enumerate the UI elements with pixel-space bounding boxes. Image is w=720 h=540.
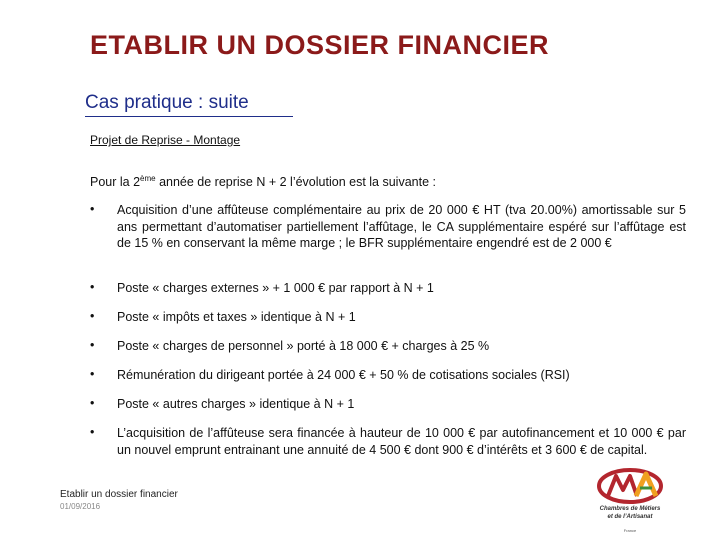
- bullet-text: Poste « charges externes » + 1 000 € par rapport à N + 1: [117, 281, 434, 295]
- logo-line-1: Chambres de Métiers: [599, 506, 661, 512]
- intro-sup: ème: [140, 174, 156, 183]
- cma-logo-mark: [594, 466, 666, 506]
- slide-title: ETABLIR UN DOSSIER FINANCIER: [90, 30, 550, 60]
- bullet-marker: •: [90, 367, 95, 381]
- footer-date: 01/09/2016: [60, 502, 101, 511]
- bullet-text: Rémunération du dirigeant portée à 24 000 € + 50 % de cotisations sociales (RSI): [117, 368, 570, 382]
- bullet-text: Poste « impôts et taxes » identique à N + 1: [117, 310, 356, 324]
- cma-logo: [594, 466, 666, 536]
- bullet-text: Acquisition d’une affûteuse complémentaire au prix de 20 000 € HT (tva 20.00%) amortissable sur 5 ans permettant d’automatiser partiellement l’affûtage, le CA supplémentaire espéré sur l’affûtage est de 15 % en conservant la même marge ; le BFR supplémentaire engendré est de 2 000 €: [117, 203, 686, 250]
- bullet-text: Poste « charges de personnel » porté à 18 000 € + charges à 25 %: [117, 339, 490, 353]
- bullet-marker: •: [90, 425, 95, 439]
- project-label: Projet de Reprise - Montage: [90, 133, 241, 147]
- bullet-marker: •: [90, 309, 95, 323]
- intro-before: Pour la 2: [90, 175, 141, 190]
- footer-title: Etablir un dossier financier: [60, 489, 178, 500]
- logo-letter-m: [608, 476, 637, 496]
- bullet-marker: •: [90, 280, 95, 294]
- intro-text: [90, 174, 436, 189]
- logo-line-2: et de l’Artisanat: [607, 514, 653, 520]
- bullet-marker: •: [90, 396, 95, 410]
- subtitle-underline: [85, 116, 293, 117]
- intro-after: année de reprise N + 2 l’évolution est la suivante :: [155, 175, 436, 190]
- bullet-text: Poste « autres charges » identique à N + 1: [117, 397, 355, 411]
- slide-subtitle: Cas pratique : suite: [85, 92, 249, 113]
- bullet-marker: •: [90, 202, 95, 216]
- logo-sub: France: [623, 528, 637, 533]
- bullet-marker: •: [90, 338, 95, 352]
- bullet-text: L’acquisition de l’affûteuse sera financée à hauteur de 10 000 € par autofinancement et 10 000 € par un nouvel emprunt entrainant une annuité de 4 500 € dont 900 € d’intérêts et 3 600 € de capital.: [117, 426, 686, 457]
